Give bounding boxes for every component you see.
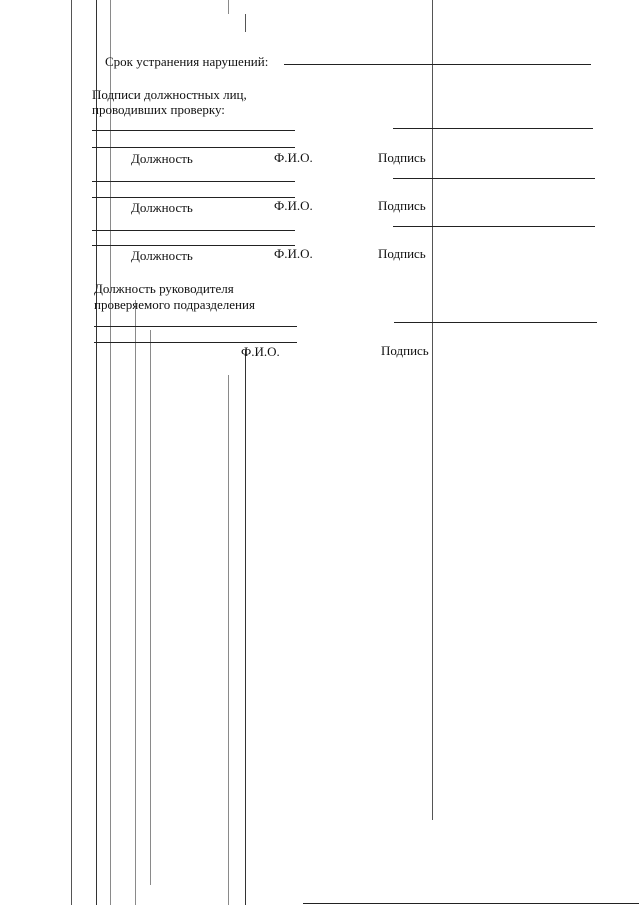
- scan-artifact-line: [432, 0, 433, 820]
- inspectors-heading-line2: проводивших проверку:: [92, 102, 225, 117]
- name-caption: Ф.И.О.: [241, 344, 280, 359]
- bottom-edge-line: [303, 903, 639, 904]
- deadline-label: Срок устранения нарушений:: [105, 54, 269, 69]
- scan-artifact-line: [110, 0, 111, 905]
- signature-fill-line[interactable]: [393, 226, 595, 227]
- scan-artifact-line: [135, 300, 136, 905]
- name-caption: Ф.И.О.: [274, 246, 313, 261]
- position-caption: Должность: [131, 200, 193, 215]
- scan-artifact-line: [245, 350, 246, 905]
- head-heading-line1: Должность руководителя: [94, 281, 234, 296]
- inspectors-heading-line1: Подписи должностных лиц,: [92, 87, 247, 102]
- deadline-fill-line[interactable]: [284, 64, 591, 65]
- scan-artifact-line: [150, 330, 151, 885]
- signature-fill-line[interactable]: [393, 178, 595, 179]
- position-fill-line[interactable]: [92, 230, 295, 231]
- signature-caption: Подпись: [381, 343, 429, 358]
- name-fill-line[interactable]: [92, 245, 295, 246]
- name-caption: Ф.И.О.: [274, 198, 313, 213]
- signature-caption: Подпись: [378, 198, 426, 213]
- position-caption: Должность: [131, 248, 193, 263]
- signature-fill-line[interactable]: [393, 128, 593, 129]
- scan-artifact-line: [245, 14, 246, 32]
- position-fill-line[interactable]: [94, 326, 297, 327]
- position-fill-line[interactable]: [92, 181, 295, 182]
- signature-caption: Подпись: [378, 150, 426, 165]
- signature-caption: Подпись: [378, 246, 426, 261]
- scan-artifact-line: [96, 0, 97, 905]
- name-caption: Ф.И.О.: [274, 150, 313, 165]
- signature-fill-line[interactable]: [394, 322, 597, 323]
- scan-artifact-line: [71, 0, 72, 905]
- name-fill-line[interactable]: [92, 197, 295, 198]
- position-fill-line[interactable]: [92, 130, 295, 131]
- scan-artifact-line: [228, 375, 229, 905]
- head-heading-line2: проверяемого подразделения: [94, 297, 255, 312]
- name-fill-line[interactable]: [94, 342, 297, 343]
- name-fill-line[interactable]: [92, 147, 295, 148]
- scan-artifact-line: [228, 0, 229, 14]
- position-caption: Должность: [131, 151, 193, 166]
